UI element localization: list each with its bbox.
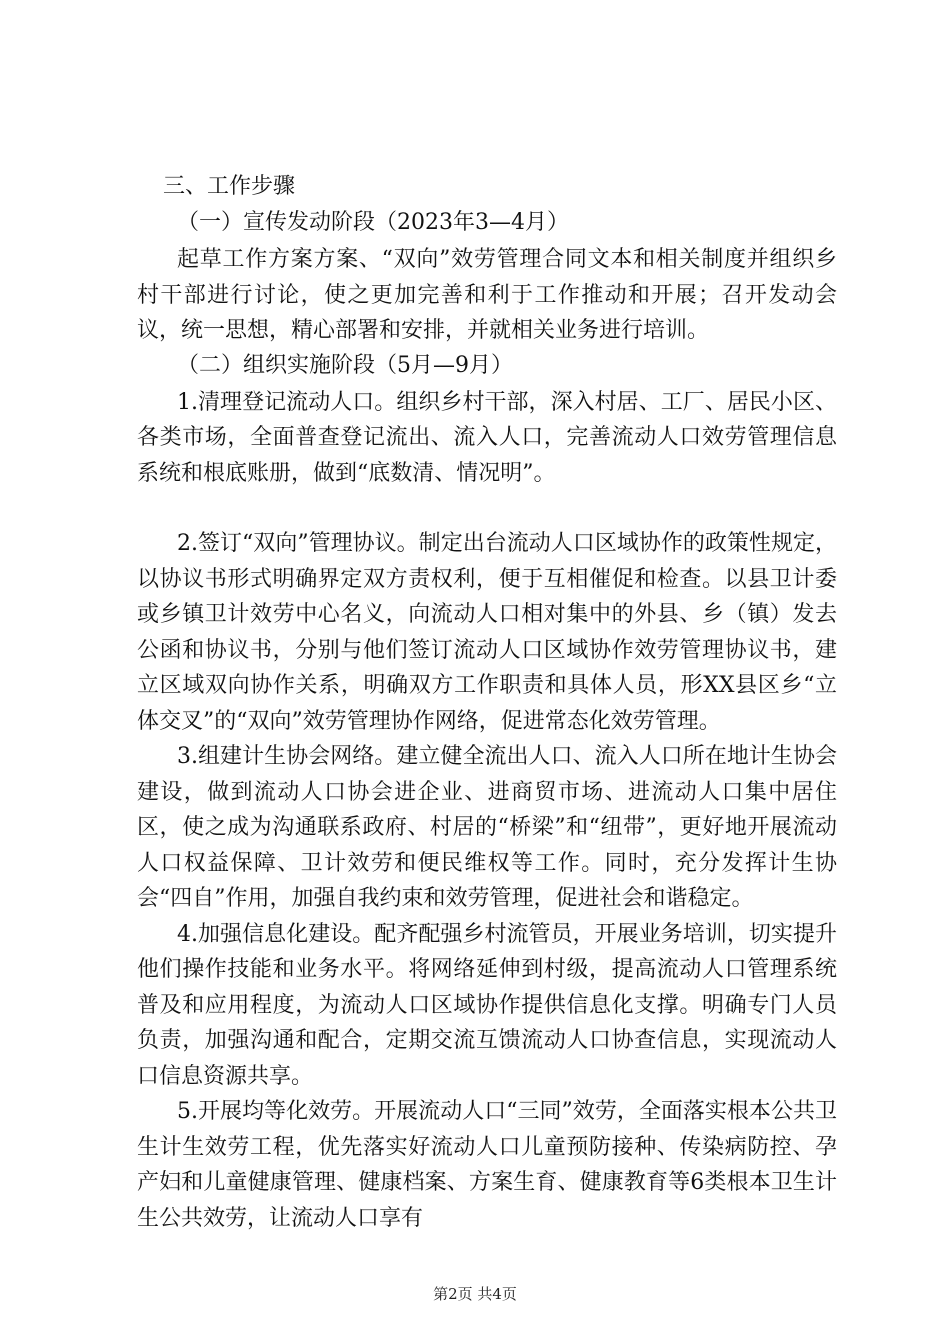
item-3-paragraph: 3.组建计生协会网络。建立健全流出人口、流入人口所在地计生协会建设，做到流动人口协会进企业、进商贸市场、进流动人口集中居住区，使之成为沟通联系政府、村居的“桥梁”和“纽带”，更好地开展流动人口权益保障、卫计效劳和便民维权等工作。同时，充分发挥计生协会“四自”作用，加强自我约束和效劳管理，促进社会和谐稳定。 <box>137 744 837 911</box>
section-title: 三、工作步骤 <box>163 174 296 199</box>
item-5-paragraph: 5.开展均等化效劳。开展流动人口“三同”效劳，全面落实根本公共卫生计生效劳工程，优先落实好流动人口儿童预防接种、传染病防控、孕产妇和儿童健康管理、健康档案、方案生育、健康教育等6类根本卫生计生公共效劳，让流动人口享有 <box>137 1099 837 1231</box>
item-1-paragraph: 1.清理登记流动人口。组织乡村干部，深入村居、工厂、居民小区、各类市场，全面普查登记流出、流入人口，完善流动人口效劳管理信息系统和根底账册，做到“底数清、情况明”。 <box>137 389 837 486</box>
item-2-paragraph: 2.签订“双向”管理协议。制定出台流动人口区域协作的政策性规定，以协议书形式明确界定双方责权利，便于互相催促和检查。以县卫计委或乡镇卫计效劳中心名义，向流动人口相对集中的外县、乡（镇）发去公函和协议书，分别与他们签订流动人口区域协作效劳管理协议书，建立区域双向协作关系，明确双方工作职责和具体人员，形XX县区乡“立体交叉”的“双向”效劳管理协作网络，促进常态化效劳管理。 <box>137 531 837 734</box>
item-4-paragraph: 4.加强信息化建设。配齐配强乡村流管员，开展业务培训，切实提升他们操作技能和业务水平。将网络延伸到村级，提高流动人口管理系统普及和应用程度，为流动人口区域协作提供信息化支撑。明确专门人员负责，加强沟通和配合，定期交流互馈流动人口协查信息，实现流动人口信息资源共享。 <box>137 921 837 1089</box>
stage2-title: （二）组织实施阶段（5月—9月） <box>177 352 513 378</box>
stage1-title: （一）宣传发动阶段（2023年3—4月） <box>177 210 569 235</box>
document-body <box>137 170 837 1236</box>
stage1-paragraph: 起草工作方案方案、“双向”效劳管理合同文本和相关制度并组织乡村干部进行讨论，使之更加完善和利于工作推动和开展；召开发动会议，统一思想，精心部署和安排，并就相关业务进行培训。 <box>137 247 837 343</box>
page-number: 第2页 共4页 <box>433 1285 517 1303</box>
